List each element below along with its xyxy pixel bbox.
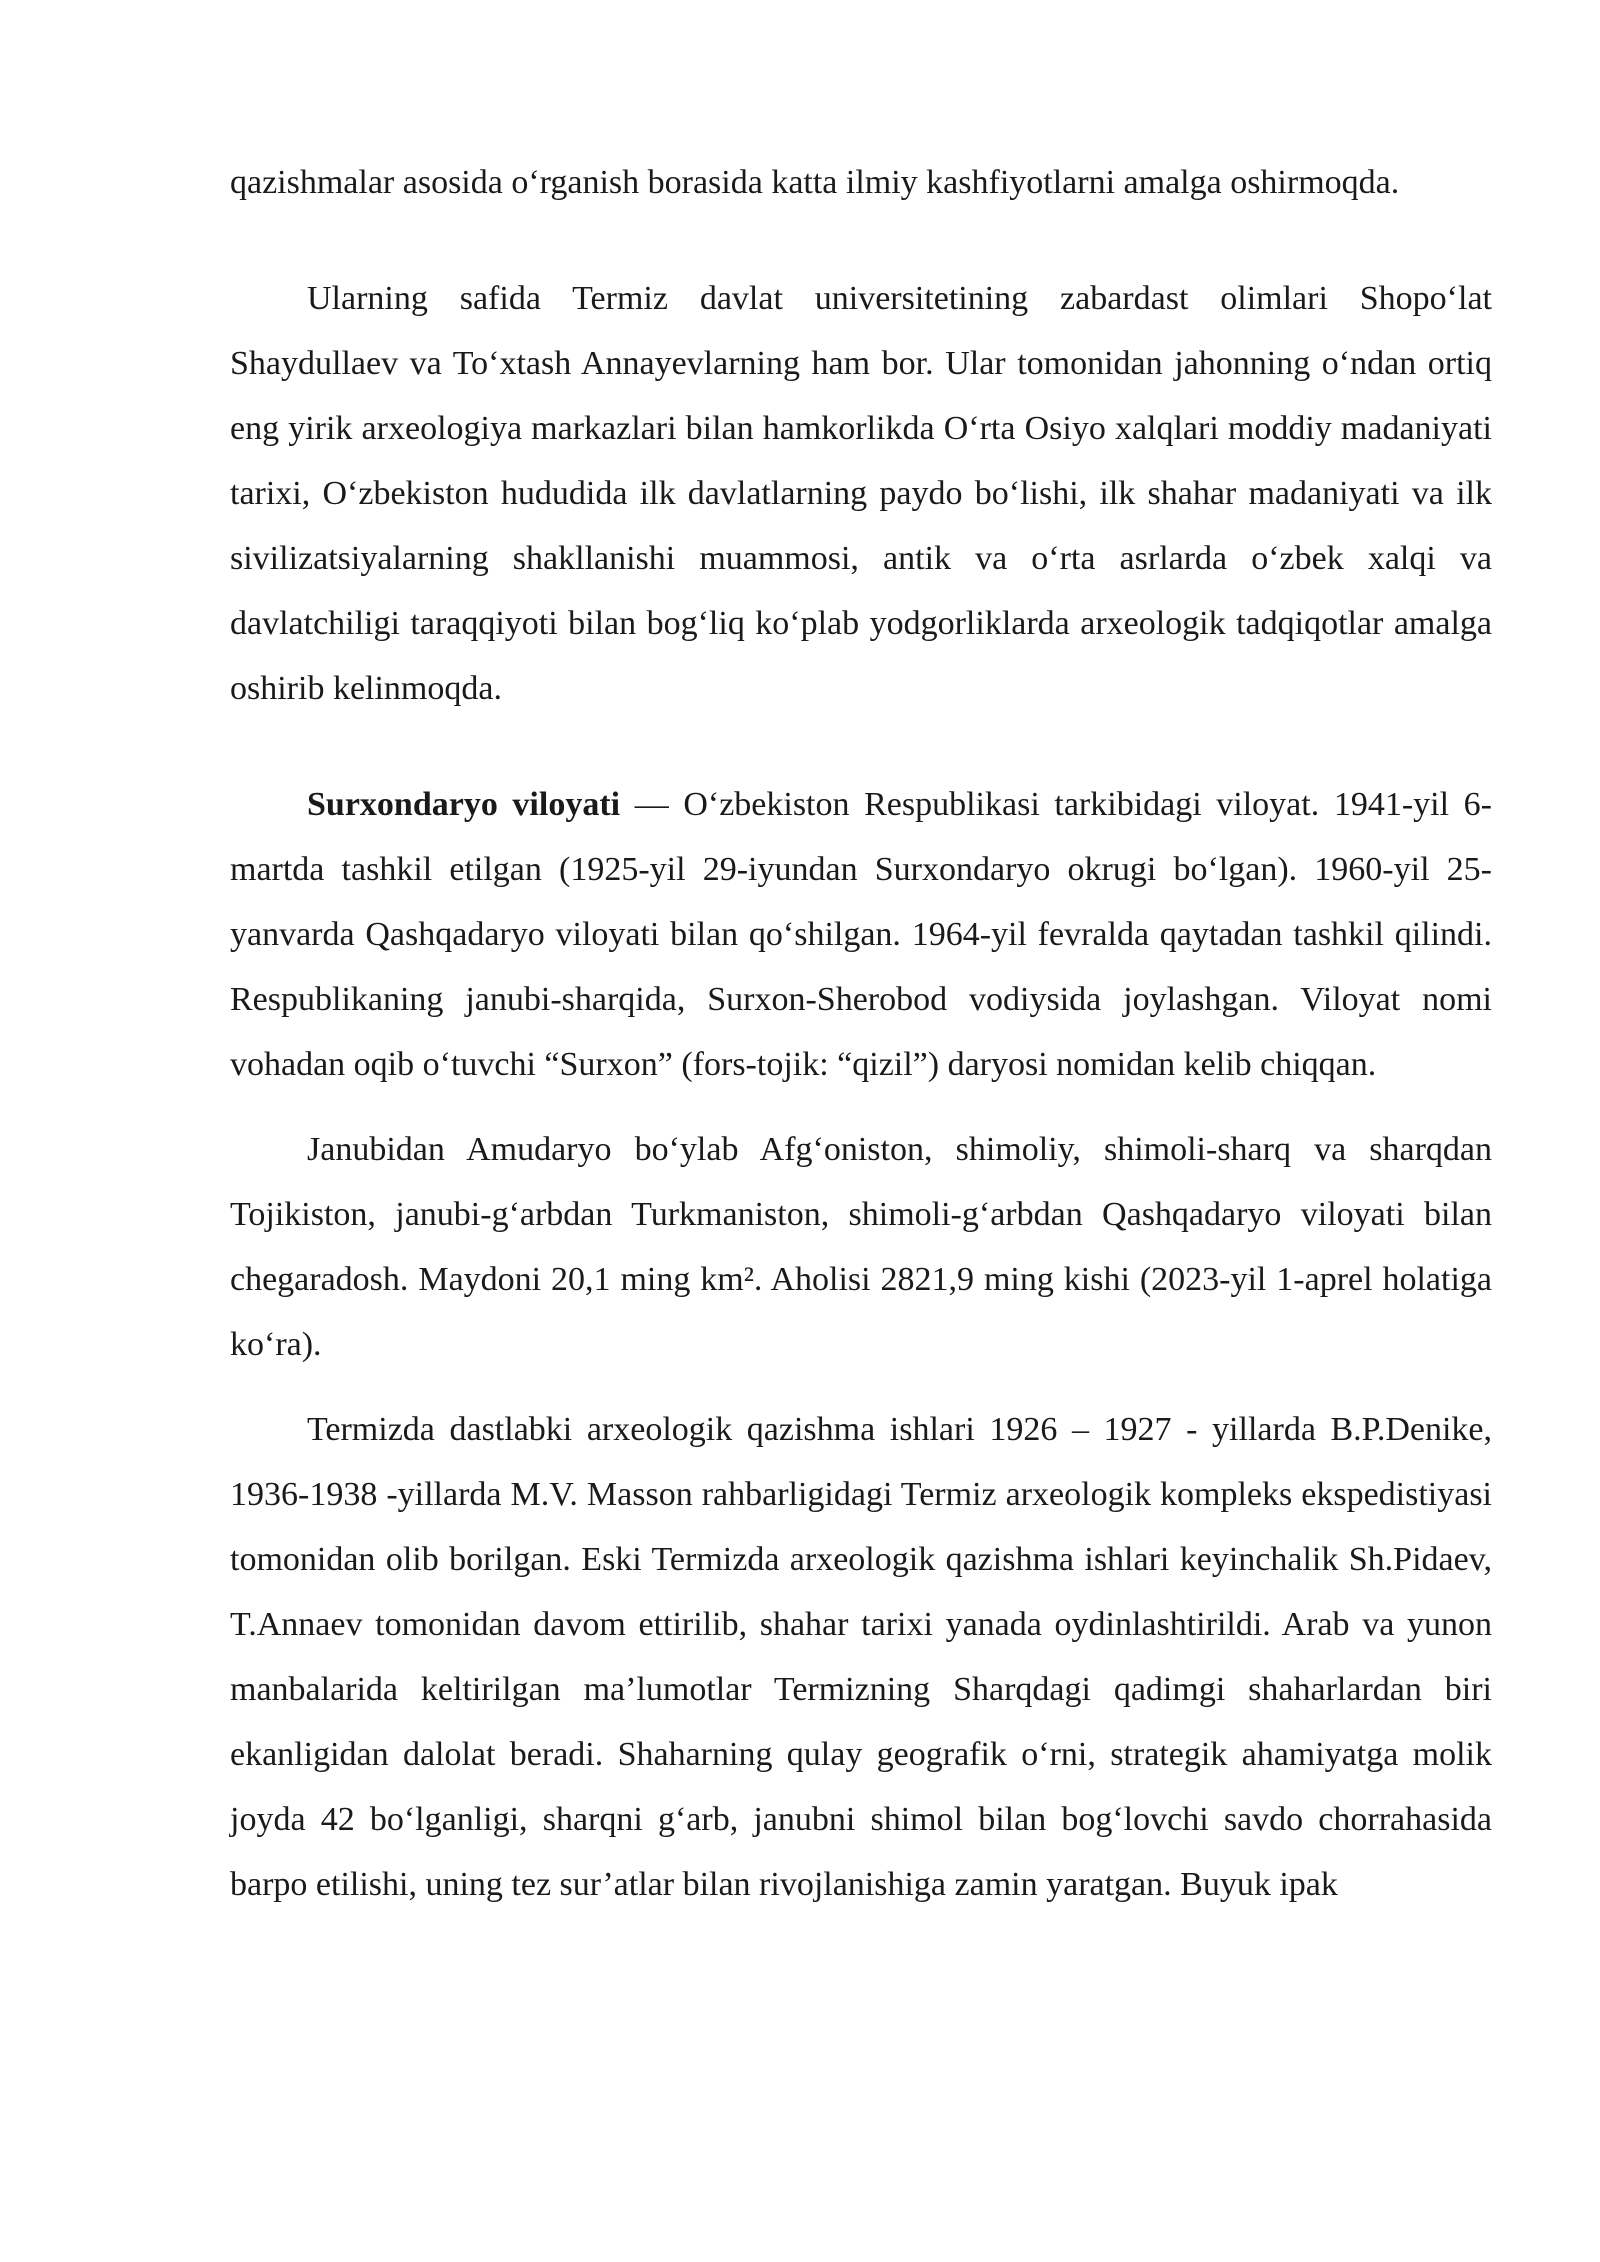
- paragraph-termiz-excavations: Termizda dastlabki arxeologik qazishma ishlari 1926 – 1927 - yillarda B.P.Denike, 1936-1938 -yillarda M.V. Masson rahbarligidagi Termiz arxeologik kompleks ekspedistiyasi tomonidan olib borilgan. Eski Termizda arxeologik qazishma ishlari keyinchalik Sh.Pidaev, T.Annaev tomonidan davom ettirilib, shahar tarixi yanada oydinlashtirildi. Arab va yunon manbalarida keltirilgan ma’lumotlar Termizning Sharqdagi qadimgi shaharlardan biri ekanligidan dalolat beradi. Shaharning qulay geografik o‘rni, strategik ahamiyatga molik joyda 42 bo‘lganligi, sharqni g‘arb, janubni shimol bilan bog‘lovchi savdo chorrahasida barpo etilishi, uning tez sur’atlar bilan rivojlanishiga zamin yaratgan. Buyuk ipak: [230, 1411, 1492, 1903]
- document-body: [230, 150, 1492, 1917]
- region-term: Surxondaryo viloyati: [307, 786, 621, 823]
- paragraph-continuation: qazishmalar asosida o‘rganish borasida katta ilmiy kashfiyotlarni amalga oshirmoqda.: [230, 164, 1400, 201]
- paragraph-borders: Janubidan Amudaryo bo‘ylab Afg‘oniston, shimoliy, shimoli-sharq va sharqdan Tojikiston, janubi-g‘arbdan Turkmaniston, shimoli-g‘arbdan Qashqadaryo viloyati bilan chegaradosh. Maydoni 20,1 ming km². Aholisi 2821,9 ming kishi (2023-yil 1-aprel holatiga ko‘ra).: [230, 1131, 1492, 1363]
- region-definition: — O‘zbekiston Respublikasi tarkibidagi viloyat. 1941-yil 6-martda tashkil etilgan (1925-yil 29-iyundan Surxondaryo okrugi bo‘lgan). 1960-yil 25-yanvarda Qashqadaryo viloyati bilan qo‘shilgan. 1964-yil fevralda qaytadan tashkil qilindi. Respublikaning janubi-sharqida, Surxon-Sherobod vodiysida joylashgan. Viloyat nomi vohadan oqib o‘tuvchi “Surxon” (fors-tojik: “qizil”) daryosi nomidan kelib chiqqan.: [230, 786, 1492, 1083]
- paragraph-researchers: Ularning safida Termiz davlat universitetining zabardast olimlari Shopo‘lat Shaydullaev va To‘xtash Annayevlarning ham bor. Ular tomonidan jahonning o‘ndan ortiq eng yirik arxeologiya markazlari bilan hamkorlikda O‘rta Osiyo xalqlari moddiy madaniyati tarixi, O‘zbekiston hududida ilk davlatlarning paydo bo‘lishi, ilk shahar madaniyati va ilk sivilizatsiyalarning shakllanishi muammosi, antik va o‘rta asrlarda o‘zbek xalqi va davlatchiligi taraqqiyoti bilan bog‘liq ko‘plab yodgorliklarda arxeologik tadqiqotlar amalga oshirib kelinmoqda.: [230, 280, 1492, 707]
- paragraph-surxondaryo-region: [230, 772, 1492, 1097]
